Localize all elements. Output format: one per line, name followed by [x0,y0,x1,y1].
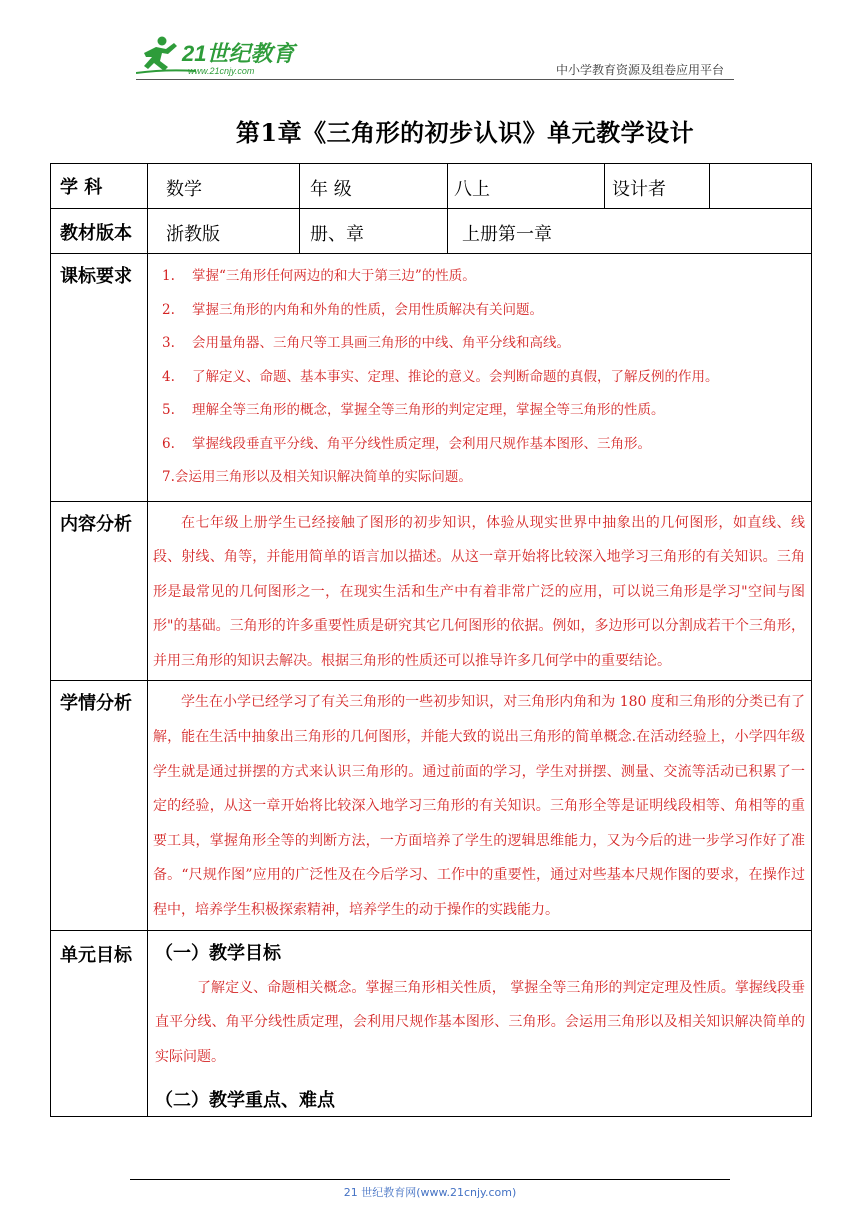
volume-value: 上册第一章 [448,209,812,254]
runner-logo-icon [136,33,306,79]
volume-label: 册、章 [300,209,448,254]
student-analysis-cell [148,681,812,930]
student-analysis-label: 学情分析 [51,681,148,930]
header-platform-text: 中小学教育资源及组卷应用平台 [555,63,724,77]
header-divider [136,79,734,80]
logo-text: 21世纪教育 [182,41,295,66]
standards-list [148,254,811,501]
content-analysis-cell [148,501,812,681]
list-item: 7.会运用三角形以及相关知识解决简单的实际问题。 [162,469,472,485]
teaching-goals-text: 了解定义、命题相关概念。掌握三角形相关性质， 掌握全等三角形的判定定理及性质。掌握线段垂直平分线、角平分线性质定理，会利用尺规作基本图形、三角形。会运用三角形以及相关知识解决简单的实际问题。 [155,979,805,1065]
table-row-standards [51,254,812,502]
designer-label: 设计者 [605,164,710,209]
table-row-student-analysis [51,681,812,930]
document-title: 第1章《三角形的初步认识》单元教学设计 [235,118,695,147]
site-logo [136,33,306,79]
standards-label: 课标要求 [51,254,148,502]
lesson-design-table [50,163,812,1117]
subject-label: 学 科 [51,164,148,209]
list-item: 2. 掌握三角形的内角和外角的性质，会用性质解决有关问题。 [162,301,543,318]
list-item: 6. 掌握线段垂直平分线、角平分线性质定理，会利用尺规作基本图形、三角形。 [162,435,651,452]
content-analysis-text: 在七年级上册学生已经接触了图形的初步知识，体验从现实世界中抽象出的几何图形，如直线、线段、射线、角等，并能用简单的语言加以描述。从这一章开始将比较深入地学习三角形的有关知识。三角形是最常见的几何图形之一，在现实生活和生产中有着非常广泛的应用，可以说三角形是学习"空间与图形"的基础。三角形的许多重要性质是研究其它几何图形的依据。例如，多边形可以分割成若干个三角形，并用三角形的知识去解决。根据三角形的性质还可以推导许多几何学中的重要结论。 [153,514,805,669]
student-analysis-text: 学生在小学已经学习了有关三角形的一些初步知识，对三角形内角和为 180 度和三角形的分类已有了解，能在生活中抽象出三角形的几何图形，并能大致的说出三角形的简单概念.在活动经验上，小学四年级学生就是通过拼摆的方式来认识三角形的。通过前面的学习，学生对拼摆、测量、交流等活动已积累了一定的经验，从这一章开始将比较深入地学习三角形的有关知识。三角形全等是证明线段相等、角相等的重要工具，掌握角形全等的判断方法，一方面培养了学生的逻辑思维能力，又为今后的进一步学习作好了准备。“尺规作图”应用的广泛性及在今后学习、工作中的重要性，通过对些基本尺规作图的要求，在操作过程中，培养学生积极探索精神，培养学生的动于操作的实践能力。 [153,694,805,919]
content-analysis-label: 内容分析 [51,501,148,681]
logo-url: www.21cnjy.com [188,66,255,76]
list-item: 4. 了解定义、命题、基本事实、定理、推论的意义。会判断命题的真假，了解反例的作用。 [162,368,719,385]
footer-divider [130,1179,730,1180]
designer-value [710,164,812,209]
footer-text: 21 世纪教育网(www.21cnjy.com) [343,1186,517,1199]
list-item: 3. 会用量角器、三角尺等工具画三角形的中线、角平分线和高线。 [162,335,570,351]
standards-cell [148,254,812,502]
list-item: 5. 理解全等三角形的概念，掌握全等三角形的判定定理，掌握全等三角形的性质。 [162,402,665,418]
unit-goals-label: 单元目标 [51,930,148,1116]
table-row-unit-goals [51,930,812,1116]
grade-value: 八上 [448,164,605,209]
table-row-subject [51,164,812,209]
unit-goals-cell [148,930,812,1116]
table-row-edition [51,209,812,254]
edition-value: 浙教版 [148,209,300,254]
list-item: 1. 掌握“三角形任何两边的和大于第三边”的性质。 [162,268,476,284]
key-points-heading: （二）教学重点、难点 [155,1090,335,1112]
grade-label: 年 级 [300,164,448,209]
edition-label: 教材版本 [51,209,148,254]
table-row-content-analysis [51,501,812,681]
subject-value: 数学 [148,164,300,209]
teaching-goals-heading: （一）教学目标 [155,942,281,964]
